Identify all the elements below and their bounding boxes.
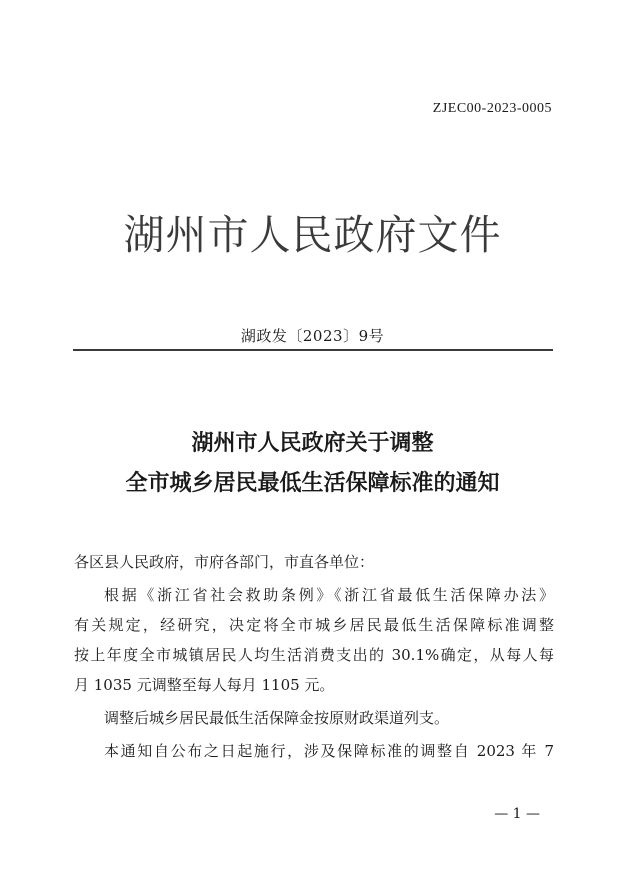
header-divider (73, 349, 553, 351)
document-header: 湖州市人民政府文件 (123, 211, 502, 259)
paragraph-1 (74, 580, 554, 700)
page-number: — 1 — (494, 806, 540, 822)
document-code: ZJEC00-2023-0005 (432, 101, 552, 116)
paragraph-3-line-1: 本通知自公布之日起施行，涉及保障标准的调整自 2023 年 7 (104, 742, 554, 760)
document-number: 湖政发〔2023〕9号 (240, 327, 385, 345)
paragraph-1-line-1: 根据《浙江省社会救助条例》《浙江省最低生活保障办法》 (104, 586, 554, 604)
paragraph-1-line-2: 有关规定，经研究，决定将全市城乡居民最低生活保障标准调整 (74, 616, 554, 634)
title-line-2: 全市城乡居民最低生活保障标准的通知 (125, 470, 500, 496)
title-line-1: 湖州市人民政府关于调整 (191, 430, 434, 456)
paragraph-1-line-4: 月 1035 元调整至每人每月 1105 元。 (74, 676, 335, 694)
paragraph-1-line-3: 按上年度全市城镇居民人均生活消费支出的 30.1%确定，从每人每 (74, 646, 554, 664)
paragraph-2: 调整后城乡居民最低生活保障金按原财政渠道列支。 (104, 709, 450, 727)
recipients-line: 各区县人民政府，市府各部门，市直各单位： (74, 553, 375, 571)
document-title (0, 423, 625, 503)
document-body (74, 547, 554, 766)
